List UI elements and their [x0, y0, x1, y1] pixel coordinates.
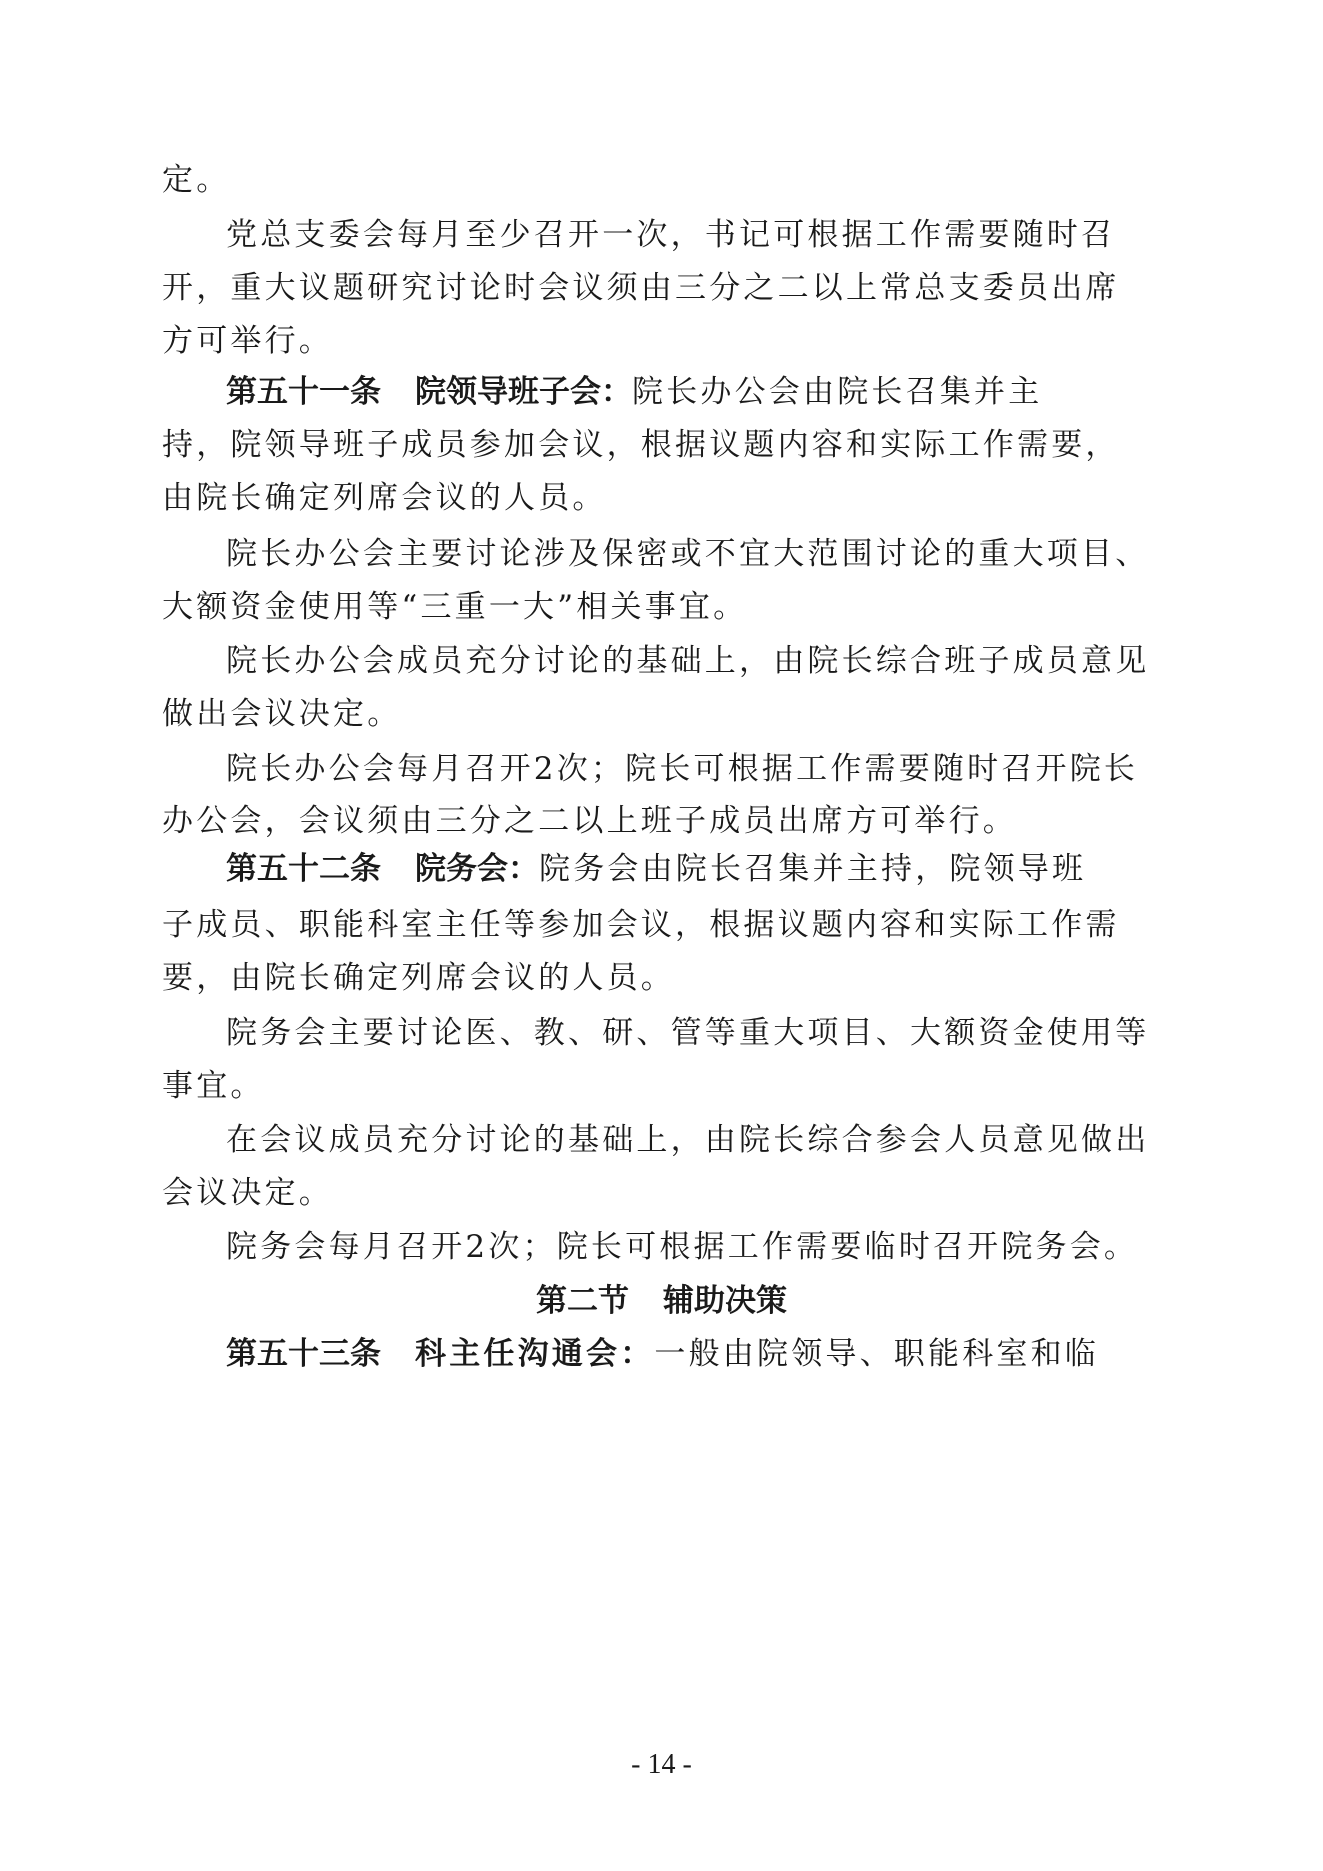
- article-52-title: 院务会：: [415, 851, 539, 887]
- paragraph-council-frequency: 院务会每月召开2次；院长可根据工作需要临时召开院务会。: [226, 1229, 1139, 1265]
- paragraph-council-scope-line-1: 院务会主要讨论医、教、研、管等重大项目、大额资金使用等: [226, 1015, 1150, 1051]
- article-52-heading: [226, 849, 1086, 889]
- paragraph-continuation: 定。: [162, 162, 231, 198]
- article-51-line-2: 持，院领导班子成员参加会议，根据议题内容和实际工作需要，: [162, 427, 1120, 463]
- paragraph-president-office-frequency-line-2: 办公会，会议须由三分之二以上班子成员出席方可举行。: [162, 803, 1017, 839]
- paragraph-council-scope-line-2: 事宜。: [162, 1068, 265, 1104]
- article-53-heading: [226, 1334, 1099, 1374]
- section-title: 辅助决策: [663, 1283, 787, 1319]
- article-53-number: 第五十三条: [226, 1336, 381, 1372]
- paragraph-president-office-frequency-line-1: 院长办公会每月召开2次；院长可根据工作需要随时召开院长: [226, 751, 1139, 787]
- paragraph-president-office-scope-line-1: 院长办公会主要讨论涉及保密或不宜大范围讨论的重大项目、: [226, 536, 1150, 572]
- article-52-number: 第五十二条: [226, 851, 381, 887]
- article-51-heading: [226, 372, 1042, 412]
- paragraph-council-decision-line-1: 在会议成员充分讨论的基础上，由院长综合参会人员意见做出: [226, 1122, 1150, 1158]
- paragraph-council-decision-line-2: 会议决定。: [162, 1175, 333, 1211]
- paragraph-party-branch-line-2: 开，重大议题研究讨论时会议须由三分之二以上常总支委员出席: [162, 270, 1120, 306]
- article-51-number: 第五十一条: [226, 374, 381, 410]
- article-53-title: 科主任沟通会：: [415, 1336, 655, 1372]
- paragraph-party-branch-line-1: 党总支委会每月至少召开一次，书记可根据工作需要随时召: [226, 217, 1116, 253]
- article-52-line-2: 子成员、职能科室主任等参加会议，根据议题内容和实际工作需: [162, 907, 1120, 943]
- paragraph-president-office-scope-line-2: 大额资金使用等“三重一大”相关事宜。: [162, 589, 748, 625]
- section-heading: [0, 1281, 1323, 1321]
- article-51-title: 院领导班子会：: [415, 374, 632, 410]
- article-51-text: 院长办公会由院长召集并主: [632, 374, 1043, 410]
- page-number: - 14 -: [631, 1749, 692, 1780]
- paragraph-party-branch-line-3: 方可举行。: [162, 323, 333, 359]
- article-52-text: 院务会由院长召集并主持，院领导班: [539, 851, 1087, 887]
- paragraph-president-office-decision-line-1: 院长办公会成员充分讨论的基础上，由院长综合班子成员意见: [226, 643, 1150, 679]
- section-number: 第二节: [536, 1283, 629, 1319]
- article-51-line-3: 由院长确定列席会议的人员。: [162, 480, 607, 516]
- article-53-text: 一般由院领导、职能科室和临: [654, 1336, 1100, 1372]
- paragraph-president-office-decision-line-2: 做出会议决定。: [162, 696, 402, 732]
- article-52-line-3: 要，由院长确定列席会议的人员。: [162, 960, 675, 996]
